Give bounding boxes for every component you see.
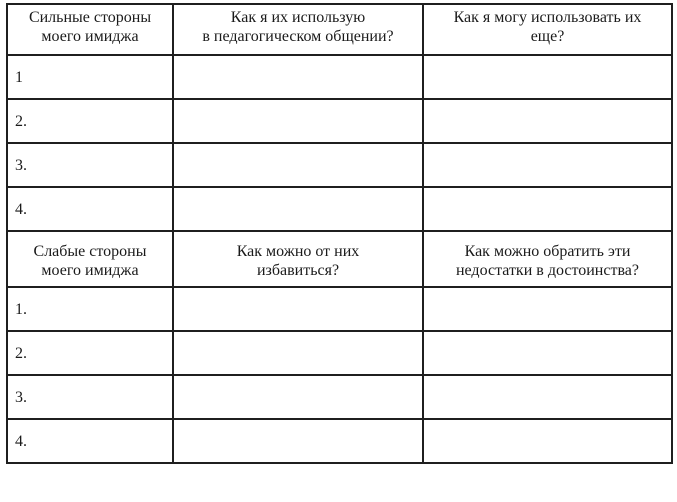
answer-cell[interactable] (173, 55, 423, 99)
table-row (7, 287, 672, 331)
strengths-col-2-header (173, 4, 423, 55)
table-row (7, 187, 672, 231)
weaknesses-col-1-header (7, 231, 173, 287)
strengths-col-3-header (423, 4, 672, 55)
header-line: Слабые стороны (33, 243, 147, 260)
header-line: еще? (530, 28, 565, 45)
weaknesses-col-2-header (173, 231, 423, 287)
header-line: Как я их использую (230, 9, 366, 26)
answer-cell[interactable] (423, 187, 672, 231)
weaknesses-col-3-header (423, 231, 672, 287)
header-line: избавиться? (256, 262, 340, 279)
answer-cell[interactable] (423, 99, 672, 143)
table-row (7, 99, 672, 143)
strengths-col-1-header (7, 4, 173, 55)
table-row (7, 375, 672, 419)
image-worksheet (6, 3, 671, 495)
header-line: Как можно от них (236, 243, 360, 260)
table-row (7, 55, 672, 99)
answer-cell[interactable] (173, 287, 423, 331)
header-line: моего имиджа (41, 28, 139, 45)
row-number: 1 (7, 55, 173, 99)
table-row (7, 419, 672, 463)
row-number: 3. (7, 143, 173, 187)
row-number: 4. (7, 187, 173, 231)
answer-cell[interactable] (173, 187, 423, 231)
header-line: моего имиджа (41, 262, 139, 279)
answer-cell[interactable] (423, 419, 672, 463)
answer-cell[interactable] (423, 143, 672, 187)
header-line: недостатки в достоинства? (455, 262, 640, 279)
row-number: 2. (7, 331, 173, 375)
weaknesses-header-row (7, 231, 672, 287)
header-line: Сильные стороны (28, 9, 152, 26)
answer-cell[interactable] (423, 55, 672, 99)
answer-cell[interactable] (173, 143, 423, 187)
header-line: Как я могу использовать их (453, 9, 642, 26)
row-number: 2. (7, 99, 173, 143)
answer-cell[interactable] (173, 375, 423, 419)
image-analysis-table (6, 3, 673, 464)
answer-cell[interactable] (423, 287, 672, 331)
row-number: 3. (7, 375, 173, 419)
strengths-header-row (7, 4, 672, 55)
answer-cell[interactable] (173, 331, 423, 375)
answer-cell[interactable] (173, 419, 423, 463)
header-line: в педагогическом общении? (202, 28, 394, 45)
answer-cell[interactable] (423, 331, 672, 375)
row-number: 1. (7, 287, 173, 331)
table-row (7, 331, 672, 375)
header-line: Как можно обратить эти (464, 243, 631, 260)
answer-cell[interactable] (423, 375, 672, 419)
answer-cell[interactable] (173, 99, 423, 143)
table-row (7, 143, 672, 187)
row-number: 4. (7, 419, 173, 463)
